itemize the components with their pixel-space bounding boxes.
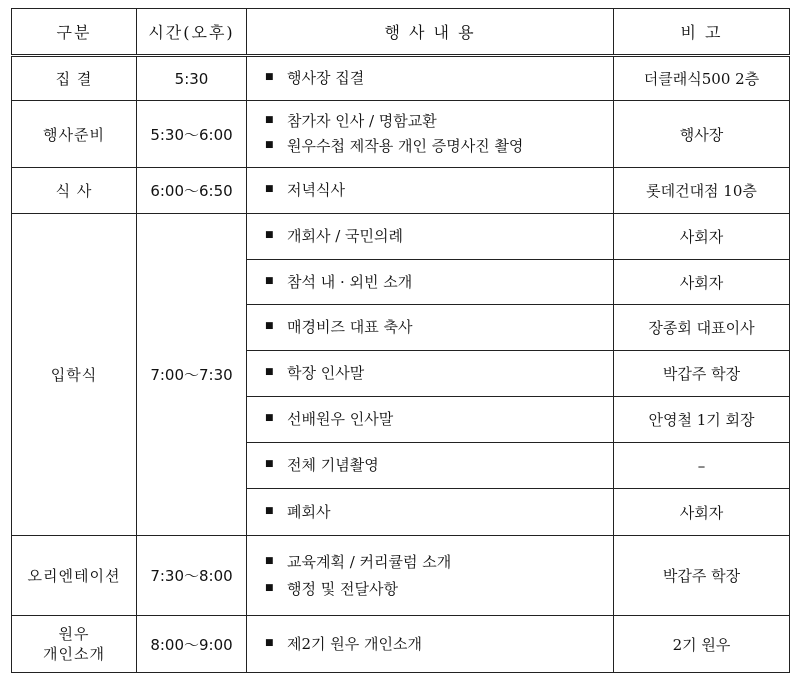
list-item: ■ 참가자 인사 / 명함교환 [265, 109, 613, 134]
time-cell: 7:00～7:30 [137, 214, 247, 536]
note-cell: 더클래식500 2층 [614, 56, 790, 101]
content-cell [247, 616, 614, 673]
bullet-icon: ■ [265, 275, 274, 286]
list-item: ■ 전체 기념촬영 [265, 453, 613, 478]
bullet-icon: ■ [265, 115, 274, 125]
list-item: ■ 행정 및 전달사항 [265, 576, 613, 603]
note-cell: 안영철 1기 회장 [614, 397, 790, 443]
bullet-icon: ■ [265, 413, 274, 423]
category-cell [12, 616, 137, 673]
category-line: 원우 [58, 625, 90, 643]
bullet-icon: ■ [265, 582, 274, 593]
header-category: 구분 [12, 9, 137, 56]
content-cell [247, 168, 614, 214]
bullet-icon: ■ [265, 555, 274, 566]
header-content: 행 사 내 용 [247, 9, 614, 56]
table-row-intro [12, 616, 790, 673]
table-row-meal [12, 168, 790, 214]
category-cell: 오리엔테이션 [12, 536, 137, 616]
category-line: 개인소개 [43, 645, 105, 663]
content-cell [247, 397, 614, 443]
category-cell: 행사준비 [12, 101, 137, 168]
table-row-prep [12, 101, 790, 168]
table-header-row [12, 9, 790, 56]
note-cell: 행사장 [614, 101, 790, 168]
note-cell: 2기 원우 [614, 616, 790, 673]
bullet-icon: ■ [265, 230, 274, 240]
list-item: ■ 제2기 원우 개인소개 [265, 632, 613, 657]
content-cell [247, 351, 614, 397]
header-note: 비 고 [614, 9, 790, 56]
bullet-icon: ■ [265, 505, 274, 516]
category-cell: 식 사 [12, 168, 137, 214]
note-cell: 장종회 대표이사 [614, 305, 790, 351]
content-cell [247, 56, 614, 101]
table-row-orientation [12, 536, 790, 616]
time-cell: 5:30～6:00 [137, 101, 247, 168]
time-cell: 6:00～6:50 [137, 168, 247, 214]
bullet-icon: ■ [265, 367, 274, 377]
table-row-ceremony [12, 214, 790, 260]
note-cell: 박갑주 학장 [614, 536, 790, 616]
bullet-icon: ■ [265, 140, 274, 150]
content-cell [247, 489, 614, 536]
content-cell [247, 443, 614, 489]
note-cell: 사회자 [614, 489, 790, 536]
note-cell: 박갑주 학장 [614, 351, 790, 397]
list-item: ■ 교육계획 / 커리큘럼 소개 [265, 549, 613, 576]
note-cell: 사회자 [614, 214, 790, 260]
bullet-icon: ■ [265, 184, 274, 194]
list-item: ■ 참석 내 · 외빈 소개 [265, 270, 613, 295]
category-cell: 입학식 [12, 214, 137, 536]
bullet-icon: ■ [265, 72, 274, 82]
header-time: 시간(오후) [137, 9, 247, 56]
content-cell [247, 536, 614, 616]
bullet-icon: ■ [265, 321, 274, 331]
list-item: ■ 학장 인사말 [265, 361, 613, 386]
bullet-icon: ■ [265, 637, 274, 648]
list-item: ■ 폐회사 [265, 500, 613, 525]
time-cell: 5:30 [137, 56, 247, 101]
content-cell [247, 101, 614, 168]
note-cell: – [614, 443, 790, 489]
content-cell [247, 214, 614, 260]
list-item: ■ 행사장 집결 [265, 66, 613, 91]
time-cell: 8:00～9:00 [137, 616, 247, 673]
content-cell [247, 260, 614, 305]
event-schedule-table [11, 8, 790, 673]
category-cell: 집 결 [12, 56, 137, 101]
list-item: ■ 선배원우 인사말 [265, 407, 613, 432]
content-cell [247, 305, 614, 351]
table-row-gathering [12, 56, 790, 101]
note-cell: 롯데건대점 10층 [614, 168, 790, 214]
list-item: ■ 개회사 / 국민의례 [265, 224, 613, 249]
bullet-icon: ■ [265, 459, 274, 469]
list-item: ■ 저녁식사 [265, 178, 613, 203]
list-item: ■ 매경비즈 대표 축사 [265, 315, 613, 340]
list-item: ■ 원우수첩 제작용 개인 증명사진 촬영 [265, 134, 613, 159]
note-cell: 사회자 [614, 260, 790, 305]
time-cell: 7:30～8:00 [137, 536, 247, 616]
